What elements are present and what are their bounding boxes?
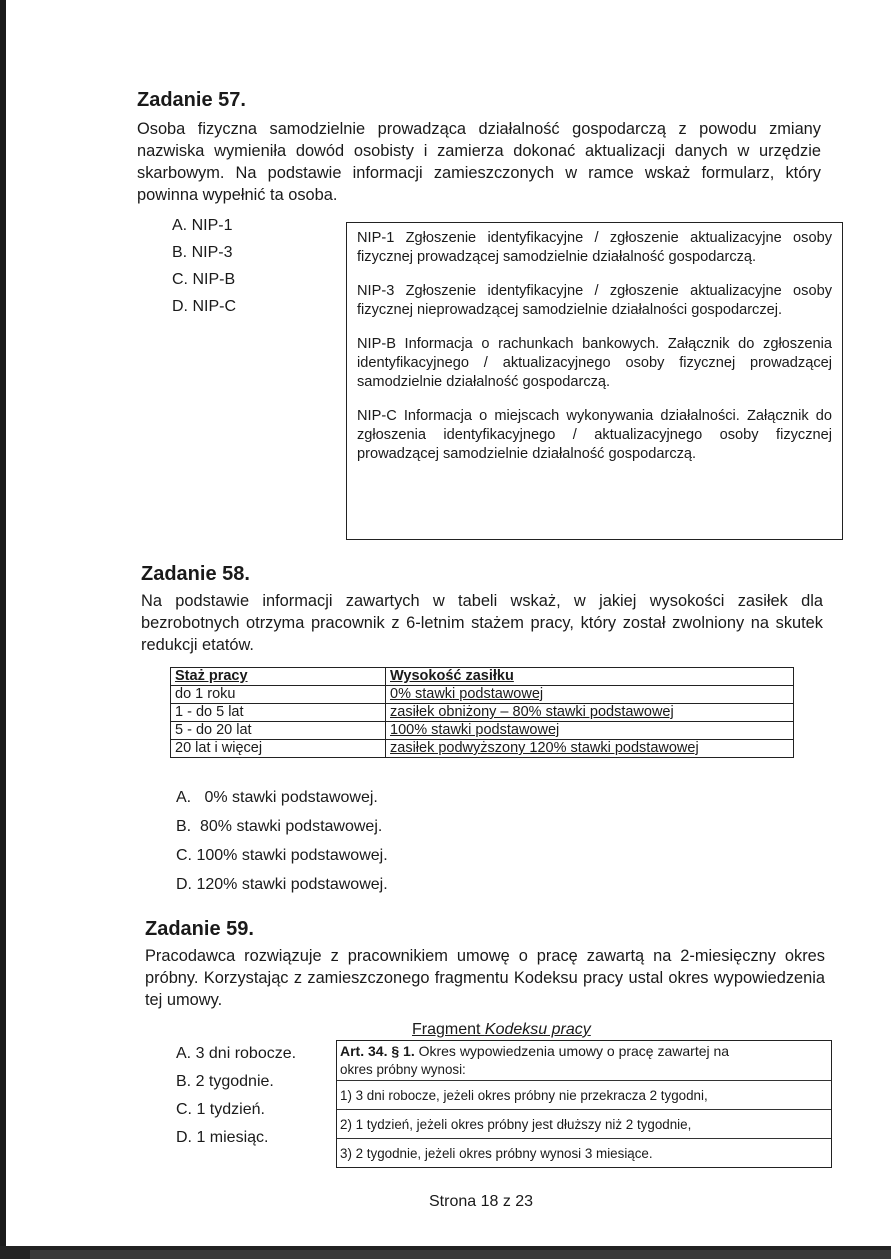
benefit-cell: zasiłek obniżony – 80% stawki podstawowej xyxy=(386,704,794,722)
option-c[interactable]: C. 1 tydzień. xyxy=(176,1101,265,1118)
article-point-1: 1) 3 dni robocze, jeżeli okres próbny nie przekracza 2 tygodni, xyxy=(337,1081,831,1110)
article-intro-text: Okres wypowiedzenia umowy o pracę zawartej na xyxy=(418,1043,730,1059)
benefit-table xyxy=(170,667,794,758)
nip-3-description: NIP-3 Zgłoszenie identyfikacyjne / zgłoszenie aktualizacyjne osoby fizycznej nieprowadzącej samodzielnie działalności gospodarczej. xyxy=(357,283,832,318)
seniority-cell: do 1 roku xyxy=(171,686,386,704)
nip-1-description: NIP-1 Zgłoszenie identyfikacyjne / zgłoszenie aktualizacyjne osoby fizycznej prowadzącej samodzielnie działalność gospodarczą. xyxy=(357,230,832,265)
table-row xyxy=(171,722,794,740)
table-row xyxy=(171,686,794,704)
fragment-caption-title: Kodeksu pracy xyxy=(484,1021,591,1038)
option-a[interactable]: A. NIP-1 xyxy=(172,217,233,234)
option-b[interactable]: B. NIP-3 xyxy=(172,244,233,261)
fragment-caption-prefix: Fragment xyxy=(412,1021,485,1038)
task-57-question: Osoba fizyczna samodzielnie prowadząca działalność gospodarczą z powodu zmiany nazwiska wymieniła dowód osobisty i zamierza dokonać aktualizacji danych w urzędzie skarbowym. Na podstawie informacji zamieszczonych w ramce wskaż formularz, który powinna wypełnić ta osoba. xyxy=(137,120,821,204)
article-label: Art. 34. § 1. xyxy=(340,1043,415,1059)
article-point-3: 3) 2 tygodnie, jeżeli okres próbny wynosi 3 miesiące. xyxy=(340,1146,653,1161)
benefit-cell: 0% stawki podstawowej xyxy=(386,686,794,704)
seniority-cell: 1 - do 5 lat xyxy=(171,704,386,722)
benefit-cell: zasiłek podwyższony 120% stawki podstawowej xyxy=(386,740,794,758)
nip-b-description: NIP-B Informacja o rachunkach bankowych. Załącznik do zgłoszenia identyfikacyjnego / aktualizacyjnego osoby fizycznej prowadzącej samodzielnie działalność gospodarczą. xyxy=(357,336,832,390)
option-b[interactable]: B. 2 tygodnie. xyxy=(176,1073,274,1090)
nip-forms-box xyxy=(346,222,843,540)
task-59-options xyxy=(176,1045,296,1157)
task-58-question: Na podstawie informacji zawartych w tabeli wskaż, w jakiej wysokości zasiłek dla bezrobotnych otrzyma pracownik z 6-letnim stażem pracy, który został zwolniony na skutek redukcji etatów. xyxy=(141,592,823,654)
option-a[interactable]: A. 0% stawki podstawowej. xyxy=(176,789,378,806)
task-58-options xyxy=(176,789,388,905)
header-benefit-amount: Wysokość zasiłku xyxy=(386,668,794,686)
seniority-cell: 5 - do 20 lat xyxy=(171,722,386,740)
fragment-caption xyxy=(412,1021,591,1039)
option-c[interactable]: C. 100% stawki podstawowej. xyxy=(176,847,388,864)
task-58-title: Zadanie 58. xyxy=(141,563,250,585)
table-header-row xyxy=(171,668,794,686)
option-b[interactable]: B. 80% stawki podstawowej. xyxy=(176,818,383,835)
option-d[interactable]: D. 1 miesiąc. xyxy=(176,1129,269,1146)
benefit-cell: 100% stawki podstawowej xyxy=(386,722,794,740)
page-number: Strona 18 z 23 xyxy=(429,1193,534,1210)
nip-c-description: NIP-C Informacja o miejscach wykonywania działalności. Załącznik do zgłoszenia identyfikacyjnego / aktualizacyjnego osoby fizycznej prowadzącej samodzielnie działalność gospodarczą. xyxy=(357,408,832,462)
scan-edge-bottom-shade xyxy=(30,1250,891,1259)
header-seniority: Staż pracy xyxy=(171,668,386,686)
task-59-title: Zadanie 59. xyxy=(145,918,254,940)
table-row xyxy=(171,704,794,722)
option-d[interactable]: D. NIP-C xyxy=(172,298,236,315)
scan-edge-left xyxy=(0,0,6,1259)
task-57-title: Zadanie 57. xyxy=(137,89,246,111)
labor-code-fragment-box xyxy=(336,1040,832,1168)
table-row xyxy=(171,740,794,758)
option-c[interactable]: C. NIP-B xyxy=(172,271,236,288)
article-intro-line xyxy=(340,1042,828,1061)
article-intro-cont: okres próbny wynosi: xyxy=(340,1062,466,1077)
task-59-question: Pracodawca rozwiązuje z pracownikiem umowę o pracę zawartą na 2-miesięczny okres próbny. Korzystając z zamieszczonego fragmentu Kodeksu pracy ustal okres wypowiedzenia tej umowy. xyxy=(145,947,825,1009)
option-a[interactable]: A. 3 dni robocze. xyxy=(176,1045,297,1062)
article-point-2: 2) 1 tydzień, jeżeli okres próbny jest dłuższy niż 2 tygodnie, xyxy=(337,1110,831,1139)
task-57-options xyxy=(172,217,236,325)
seniority-cell: 20 lat i więcej xyxy=(171,740,386,758)
option-d[interactable]: D. 120% stawki podstawowej. xyxy=(176,876,388,893)
article-intro xyxy=(337,1041,831,1081)
